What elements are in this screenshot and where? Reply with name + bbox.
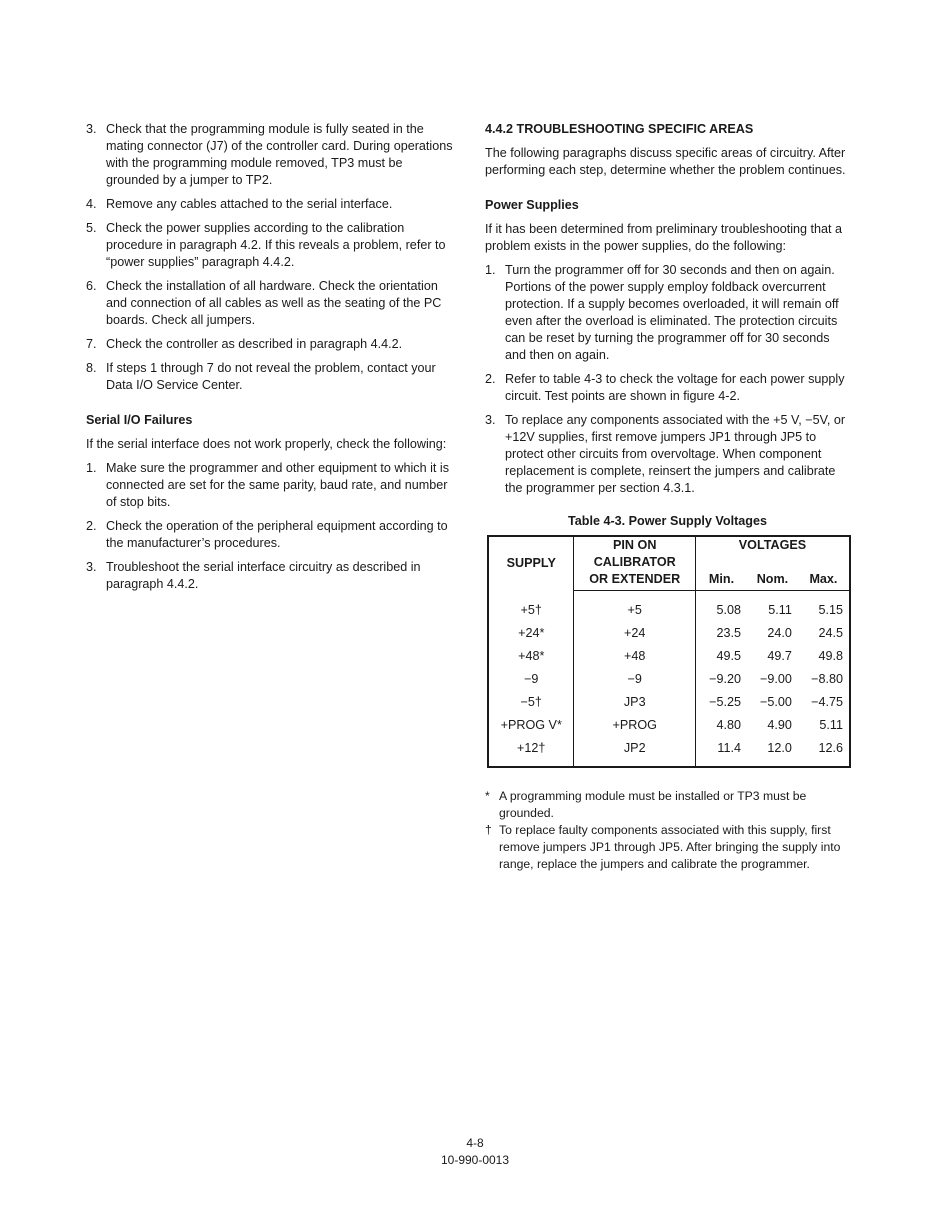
list-item: 4. Remove any cables attached to the serial interface. [86,197,393,211]
section-heading: 4.4.2 TROUBLESHOOTING SPECIFIC AREAS [485,122,754,136]
serial-failures-intro: If the serial interface does not work properly, check the following: [86,437,447,451]
column-header-pin-line2: CALIBRATOR [574,554,696,571]
power-supplies-intro: If it has been determined from preliminary troubleshooting that a problem exists in the power supplies, do the following: [485,222,843,253]
serial-failures-heading: Serial I/O Failures [86,413,193,427]
table-footnotes [485,788,850,873]
column-header-voltages: VOLTAGES [738,538,807,552]
list-item: 2. Check the operation of the peripheral equipment according to the manufacturer’s procedures. [86,519,448,550]
page-number: 4-8 [466,1136,484,1150]
column-header-min: Min. [695,571,747,591]
power-supplies-heading: Power Supplies [485,198,579,212]
column-header-nom: Nom. [747,571,798,591]
left-column [86,121,454,600]
table-row: +PROG V* +PROG 4.80 4.90 5.11 [488,714,850,737]
list-item: 1. Make sure the programmer and other equipment to which it is connected are set for the same parity, baud rate, and number of stop bits. [86,461,449,509]
section-intro: The following paragraphs discuss specific areas of circuitry. After performing each step, determine whether the problem continues. [485,146,846,177]
table-row: −5† JP3 −5.25 −5.00 −4.75 [488,691,850,714]
table-row: +48* +48 49.5 49.7 49.8 [488,645,850,668]
list-item: 3. To replace any components associated with the +5 V, −5V, or +12V supplies, first remove jumpers JP1 through JP5 to protect other circuits from overvoltage. When component replacement is complete, reinsert the jumpers and calibrate the programmer per section 4.3.1. [485,413,846,495]
document-number: 10-990-0013 [440,1153,510,1167]
column-header-supply: SUPPLY [488,536,574,591]
table-row: +5† +5 5.08 5.11 5.15 [488,591,850,623]
footnote: † To replace faulty components associated with this supply, first remove jumpers JP1 through JP5. After bringing the supply into range, replace the jumpers and calibrate the programmer. [485,823,841,871]
column-header-max: Max. [798,571,850,591]
power-steps [485,262,850,497]
table-caption: Table 4-3. Power Supply Voltages [568,514,767,528]
list-item: 6. Check the installation of all hardware. Check the orientation and connection of all cables as well as the seating of the PC boards. Check all jumpers. [86,279,442,327]
power-supply-voltages-table [487,535,851,768]
list-item: 8. If steps 1 through 7 do not reveal the problem, contact your Data I/O Service Center. [86,361,436,392]
footnote: * A programming module must be installed or TP3 must be grounded. [485,789,807,820]
table-row: −9 −9 −9.20 −9.00 −8.80 [488,668,850,691]
table-row: +24* +24 23.5 24.0 24.5 [488,622,850,645]
serial-steps [86,460,454,593]
list-item: 7. Check the controller as described in paragraph 4.4.2. [86,337,403,351]
page-footer [0,1135,950,1169]
list-item: 3. Troubleshoot the serial interface circuitry as described in paragraph 4.4.2. [86,560,421,591]
list-item: 3. Check that the programming module is fully seated in the mating connector (J7) of the controller card. During operations with the programming module removed, TP3 must be grounded by a jumper to TP2. [86,122,453,187]
table-row: +12† JP2 11.4 12.0 12.6 [488,737,850,767]
list-item: 5. Check the power supplies according to the calibration procedure in paragraph 4.2. If this reveals a problem, refer to “power supplies” paragraph 4.4.2. [86,221,446,269]
column-header-pin-line1: PIN ON [574,536,696,554]
procedure-steps [86,121,454,394]
list-item: 2. Refer to table 4-3 to check the voltage for each power supply circuit. Test points are shown in figure 4-2. [485,372,845,403]
list-item: 1. Turn the programmer off for 30 seconds and then on again. Portions of the power supply employ foldback overcurrent protection. If a supply becomes overloaded, it will remain off even after the overload is eliminated. The protection circuits can be reset by turning the programmer off for 30 seconds and then on again. [485,263,839,362]
right-column [485,121,850,873]
column-header-pin-line3: OR EXTENDER [574,571,696,591]
